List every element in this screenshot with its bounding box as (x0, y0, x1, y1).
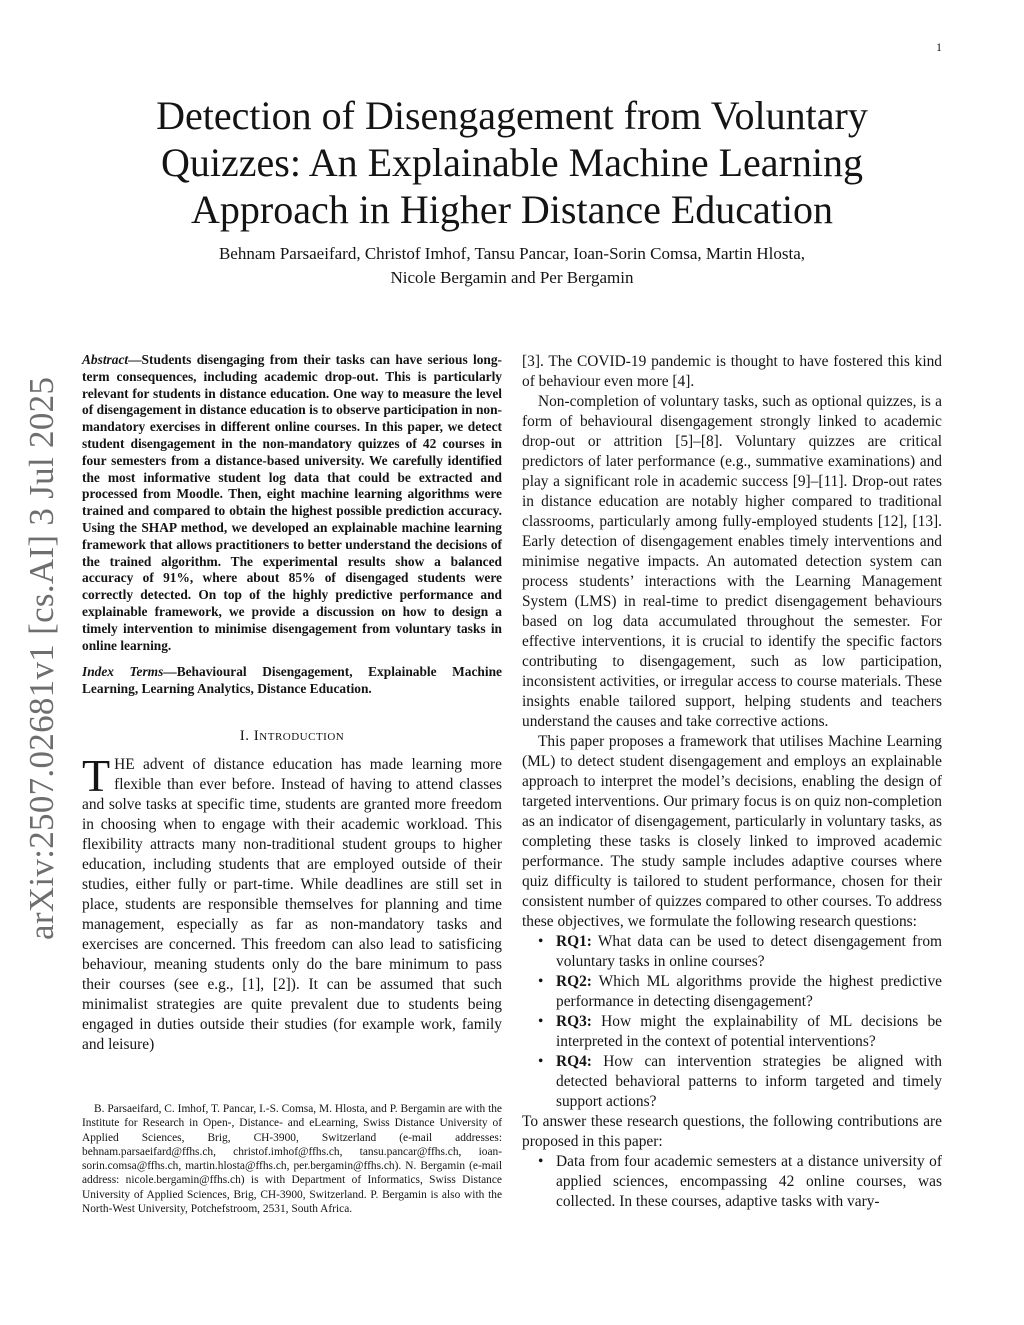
research-question-item (522, 1052, 942, 1112)
page-number: 1 (936, 40, 942, 54)
section-title: Introduction (253, 727, 345, 744)
rq-text: How might the explainability of ML decisions be interpreted in the context of potential interventions? (556, 1013, 942, 1050)
section-heading-introduction (82, 728, 502, 745)
abstract (82, 352, 502, 654)
rq-text: How can intervention strategies be aligned with detected behavioral patterns to inform targeted and timely support actions? (556, 1053, 942, 1110)
paper-title: Detection of Disengagement from Voluntary Quizzes: An Explainable Machine Learning Approach in Higher Distance Education (156, 93, 868, 232)
drop-cap: T (82, 749, 111, 801)
authors-line-2: Nicole Bergamin and Per Bergamin (390, 268, 634, 287)
abstract-text: —Students disengaging from their tasks can have serious long-term consequences, including academic drop-out. This is particularly relevant for students in distance education. One way to measure the level of disengagement in distance education is to observe participation in non-mandatory exercises in different online courses. In this paper, we detect student disengagement in the non-mandatory quizzes of 42 courses in four semesters from a distance-based university. We carefully identified the most informative student log data that could be extracted and processed from Moodle. Then, eight machine learning algorithms were trained and compared to obtain the highest possible prediction accuracy. Using the SHAP method, we developed an explainable machine learning framework that allows practitioners to better understand the decisions of the trained algorithm. The experimental results show a balanced accuracy of 91%, where about 85% of disengaged students were correctly detected. On top of the highly predictive performance and explainable framework, we provide a discussion on how to design a timely intervention to minimise disengagement from voluntary tasks in online learning. (82, 352, 502, 653)
index-terms-text: —Behavioural Disengagement, Explainable Machine Learning, Learning Analytics, Distance Education. (82, 664, 502, 697)
authors-line-1: Behnam Parsaeifard, Christof Imhof, Tansu Pancar, Ioan-Sorin Comsa, Martin Hlosta, (218, 244, 806, 263)
research-question-item (522, 972, 942, 1012)
right-column (522, 352, 942, 1212)
intro-paragraph-3: This paper proposes a framework that utilises Machine Learning (ML) to detect student disengagement and employs an explainable approach to interpret the model’s decisions, enabling the design of targeted interventions. Our primary focus is on quiz non-completion as an indicator of disengagement, particularly in voluntary tasks, as completing these tasks is closely linked to improved academic performance. The study sample includes adaptive courses where quiz difficulty is tailored to student performance, chosen for their consistent number of quizzes compared to other courses. To address these objectives, we formulate the following research questions: (522, 733, 942, 930)
rq-label: RQ2: (556, 973, 592, 990)
contributions-intro: To answer these research questions, the following contributions are proposed in this paper: (522, 1113, 942, 1150)
intro-first-word: HE (114, 755, 135, 773)
abstract-label: Abstract (82, 352, 129, 367)
research-questions-list (522, 932, 942, 1112)
research-question-item (522, 1012, 942, 1052)
rq-label: RQ3: (556, 1013, 592, 1030)
intro-paragraph-1 (82, 749, 502, 1055)
intro-continued: [3]. The COVID-19 pandemic is thought to have fostered this kind of behaviour even more [4]. (522, 353, 942, 390)
research-question-item (522, 932, 942, 972)
index-terms (82, 664, 502, 698)
arxiv-identifier: arXiv:2507.02681v1 [cs.AI] 3 Jul 2025 (22, 376, 61, 940)
left-column (82, 352, 502, 1055)
rq-label: RQ1: (556, 933, 592, 950)
contribution-item: • Data from four academic semesters at a distance university of applied sciences, encompassing 42 online courses, was collected. In these courses, adaptive tasks with vary- (522, 1152, 942, 1212)
contributions-list (522, 1152, 942, 1212)
intro-paragraph-1-text: advent of distance education has made learning more flexible than ever before. Instead of having to attend classes and solve tasks at specific time, students are granted more freedom in choosing when to engage with their academic workload. This flexibility attracts many non-traditional student groups to higher education, including students that are employed outside of their studies, either fully or part-time. While deadlines are still set in place, students are responsible themselves for planning and time management, especially as far as non-mandatory tasks and exercises are concerned. This freedom can also lead to satisficing behaviour, meaning students only do the bare minimum to pass their courses (see e.g., [1], [2]). It can be assumed that such minimalist strategies are quite prevalent due to students being engaged in duties outside their studies (for example work, family and leisure) (82, 755, 502, 1053)
index-terms-label: Index Terms (82, 664, 164, 680)
rq-label: RQ4: (556, 1053, 592, 1070)
intro-paragraph-2: Non-completion of voluntary tasks, such as optional quizzes, is a form of behavioural disengagement strongly linked to academic drop-out or attrition [5]–[8]. Voluntary quizzes are critical predictors of later performance (e.g., summative examinations) and play a significant role in academic success [9]–[11]. Drop-out rates in distance education are notably higher compared to traditional classrooms, particularly among fully-employed students [12], [13]. Early detection of disengagement enables timely interventions and minimise negative impacts. An automated detection system can process students’ interactions with the Learning Management System (LMS) in real-time to predict disengagement behaviours based on log data accumulated throughout the semester. For effective interventions, it is crucial to identify the specific factors contributing to disengagement, such as low participation, inconsistent activities, or irregular access to course materials. These insights enable tailored support, helping students and teachers understand the causes and take corrective actions. (522, 393, 942, 730)
section-number: I. (239, 727, 254, 744)
rq-text: Which ML algorithms provide the highest predictive performance in detecting disengagement? (556, 973, 942, 1010)
rq-text: What data can be used to detect disengagement from voluntary tasks in online courses? (556, 933, 942, 970)
author-list (140, 242, 884, 290)
author-affiliation-footnote: B. Parsaeifard, C. Imhof, T. Pancar, I.-S. Comsa, M. Hlosta, and P. Bergamin are with the Institute for Research in Open-, Distance- and eLearning, Swiss Distance University of Applied Sciences, Brig, CH-3900, Switzerland (e-mail addresses: behnam.parsaeifard@ffhs.ch, christof.imhof@ffhs.ch, tansu.pancar@ffhs.ch, ioan-sorin.comsa@ffhs.ch, martin.hlosta@ffhs.ch, per.bergamin@ffhs.ch). N. Bergamin (e-mail address: nicole.bergamin@ffhs.ch) is with Department of Informatics, Swiss Distance University of Applied Sciences, Brig, CH-3900, Switzerland. P. Bergamin is also with the North-West University, Potchefstroom, 2531, South Africa. (82, 1103, 502, 1216)
